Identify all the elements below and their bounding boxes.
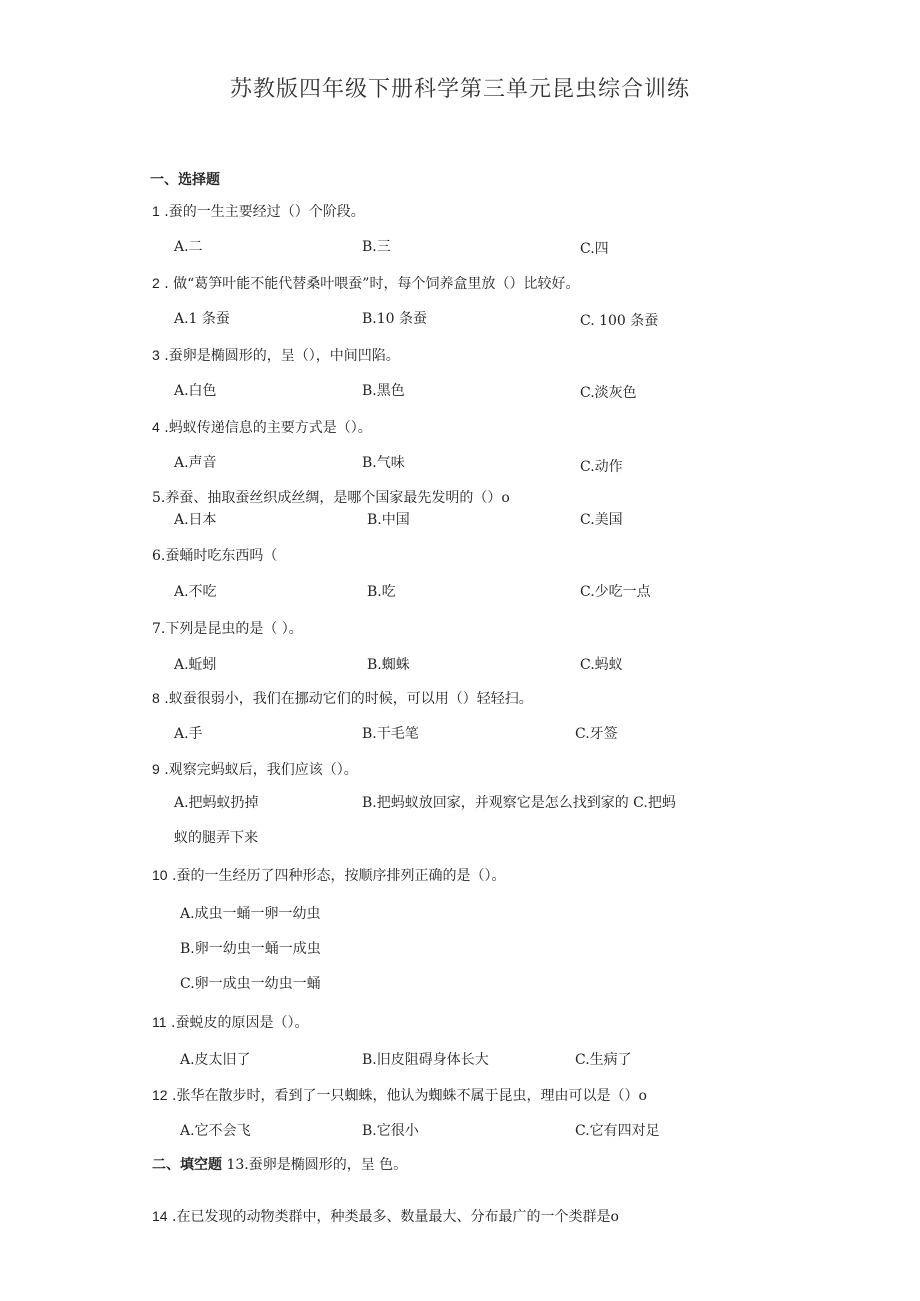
question-text: .蚕的一生主要经过（）个阶段。	[164, 204, 365, 220]
option-a: A.皮太旧了	[180, 1052, 251, 1068]
question-text: .蚕蜕皮的原因是（）。	[171, 1015, 309, 1031]
option-b: B.卵一幼虫一蛹一成虫	[180, 941, 321, 957]
question-number: 14	[152, 1208, 168, 1224]
option-c: C.它有四对足	[575, 1123, 660, 1139]
option-a: A.手	[174, 726, 203, 742]
option-b: B.黑色	[362, 383, 405, 399]
option-a: A.1 条蚕	[174, 311, 230, 327]
option-b: B.10 条蚕	[362, 311, 428, 327]
option-c: C.美国	[580, 512, 623, 528]
option-b: B.中国	[367, 512, 410, 528]
option-a: A.二	[174, 239, 203, 255]
question-text: .蚕卵是椭圆形的，呈（），中间凹陷。	[164, 348, 400, 364]
section-heading-choice: 一、选择题	[150, 172, 220, 188]
question-5: 5.养蚕、抽取蚕丝织成丝绸，是哪个国家最先发明的（）o	[152, 490, 510, 506]
question-text: .观察完蚂蚁后，我们应该（）。	[164, 762, 358, 778]
question-number: 10	[152, 867, 168, 883]
question-text: .蚁蚕很弱小，我们在挪动它们的时候，可以用（）轻轻扫。	[164, 691, 533, 707]
question-12	[152, 1086, 647, 1105]
question-6: 6.蚕蛹时吃东西吗（	[152, 548, 278, 564]
option-b: B.三	[362, 239, 391, 255]
option-c: C.动作	[580, 459, 623, 475]
option-b: B.吃	[367, 584, 396, 600]
option-c: C.淡灰色	[580, 385, 637, 401]
question-number: 12	[152, 1087, 168, 1103]
question-number: 1	[152, 203, 160, 219]
question-9	[152, 760, 358, 779]
option-c: C. 100 条蚕	[580, 313, 659, 329]
option-b: B.旧皮阻碍身体长大	[362, 1052, 489, 1068]
question-11	[152, 1013, 308, 1032]
page-title: 苏教版四年级下册科学第三单元昆虫综合训练	[229, 77, 690, 102]
option-c-continued: 蚁的腿弄下来	[174, 830, 258, 846]
question-8	[152, 689, 533, 708]
option-a: A.它不会飞	[180, 1123, 251, 1139]
question-13: 13.蚕卵是椭圆形的，呈 色。	[226, 1157, 408, 1173]
option-c: C.四	[580, 241, 609, 257]
option-b: B.干毛笔	[362, 726, 419, 742]
question-7: 7.下列是昆虫的是（ ）。	[152, 621, 303, 637]
question-number: 4	[152, 419, 160, 435]
question-1	[152, 202, 365, 221]
question-number: 2	[152, 275, 160, 291]
option-a: A.日本	[174, 512, 217, 528]
option-b: B.蜘蛛	[367, 657, 410, 673]
fill-blank-line	[152, 1156, 407, 1174]
option-c: C.生病了	[575, 1052, 632, 1068]
option-a: A.声音	[174, 455, 217, 471]
question-14	[152, 1207, 619, 1226]
option-a: A.成虫一蛹一卵一幼虫	[180, 906, 321, 922]
question-number: 11	[152, 1014, 167, 1030]
question-3	[152, 346, 400, 365]
question-text: .蚕的一生经历了四种形态，按顺序排列正确的是（）。	[172, 868, 506, 884]
option-c: C.牙签	[575, 726, 618, 742]
option-b: B.它很小	[362, 1123, 419, 1139]
option-a: A.把蚂蚁扔掉	[174, 795, 259, 811]
option-c: C.少吃一点	[580, 584, 651, 600]
question-number: 8	[152, 690, 160, 706]
question-10	[152, 866, 505, 885]
question-number: 3	[152, 347, 160, 363]
option-c: C.卵一成虫一幼虫一蛹	[180, 976, 321, 992]
question-text: .蚂蚁传递信息的主要方式是（）。	[164, 420, 372, 436]
option-a: A.白色	[174, 383, 217, 399]
question-2	[152, 274, 579, 293]
question-text: .在已发现的动物类群中，种类最多、数量最大、分布最广的一个类群是o	[172, 1209, 619, 1225]
option-c: C.蚂蚁	[580, 657, 623, 673]
option-a: A.不吃	[174, 584, 217, 600]
question-4	[152, 418, 372, 437]
option-a: A.蚯蚓	[174, 657, 217, 673]
question-number: 9	[152, 761, 160, 777]
option-b: B.气味	[362, 455, 405, 471]
option-b: B.把蚂蚁放回家，并观察它是怎么找到家的 C.把蚂	[362, 795, 676, 811]
question-text: .张华在散步时，看到了一只蜘蛛，他认为蜘蛛不属于昆虫，理由可以是（）o	[172, 1088, 647, 1104]
section-heading-fill: 二、填空题	[152, 1157, 222, 1173]
question-text: . 做“葛笋叶能不能代替桑叶喂蚕”时，每个饲养盒里放（）比较好。	[164, 276, 580, 292]
